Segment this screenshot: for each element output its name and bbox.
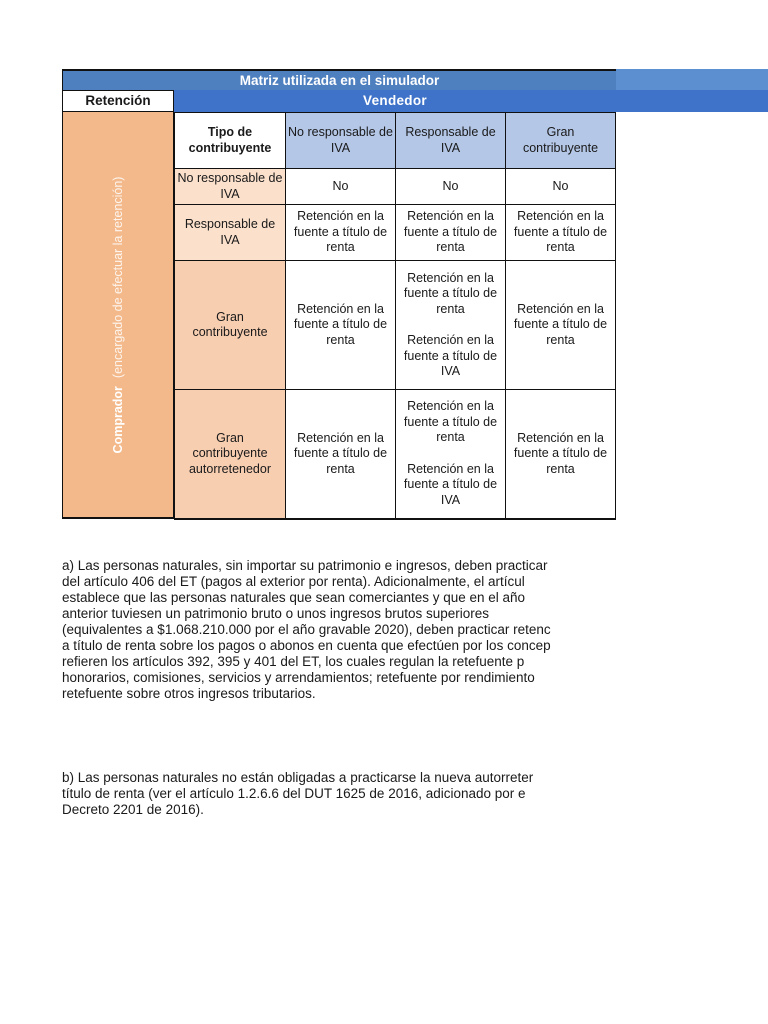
note-a-line: anterior tuviesen un patrimonio bruto o unos ingresos brutos superiores [62, 606, 489, 621]
table-cell: Retención en la fuente a título de renta Retención en la fuente a título de IVA [396, 390, 506, 519]
table-cell: Retención en la fuente a título de renta [286, 261, 396, 390]
row-header: Gran contribuyente [175, 261, 286, 390]
comprador-label: Comprador [111, 385, 125, 453]
table-row [175, 169, 616, 205]
table-cell: No [396, 169, 506, 205]
comprador-note: (encargado de efectuar la retención) [111, 176, 125, 378]
table-row [175, 261, 616, 390]
table-cell: No [506, 169, 616, 205]
row-header: Gran contribuyente autorretenedor [175, 390, 286, 519]
note-b-line: Decreto 2201 de 2016). [62, 802, 204, 817]
note-b-line: título de renta (ver el artículo 1.2.6.6 del DUT 1625 de 2016, adicionado por e [62, 786, 526, 801]
note-a-line: refieren los artículos 392, 395 y 401 del ET, los cuales regulan la retefuente p [62, 654, 525, 669]
column-header: Responsable de IVA [396, 113, 506, 169]
comprador-column [62, 112, 174, 519]
note-a-line: a) Las personas naturales, sin importar su patrimonio e ingresos, deben practicar [62, 558, 548, 573]
row-header: No responsable de IVA [175, 169, 286, 205]
note-a [62, 558, 616, 702]
note-b [62, 770, 616, 818]
note-a-line: retefuente sobre otros ingresos tributarios. [62, 686, 316, 701]
table-cell: No [286, 169, 396, 205]
header-row [175, 113, 616, 169]
vendedor-label: Vendedor [363, 93, 427, 108]
vendor-band [62, 90, 768, 112]
table-cell: Retención en la fuente a título de renta [506, 205, 616, 261]
table-row [175, 390, 616, 519]
table-title: Matriz utilizada en el simulador [62, 69, 616, 90]
table-cell: Retención en la fuente a título de renta Retención en la fuente a título de IVA [396, 261, 506, 390]
note-a-line: a título de renta sobre los pagos o abonos en cuenta que efectúen por los concep [62, 638, 551, 653]
comprador-vertical-label [111, 176, 125, 453]
retention-matrix [174, 112, 616, 520]
row-header: Responsable de IVA [175, 205, 286, 261]
column-header: No responsable de IVA [286, 113, 396, 169]
note-a-line: (equivalentes a $1.068.210.000 por el año gravable 2020), deben practicar retenc [62, 622, 551, 637]
column-header: Gran contribuyente [506, 113, 616, 169]
note-a-line: establece que las personas naturales que sean comerciantes y que en el año [62, 590, 526, 605]
table-cell: Retención en la fuente a título de renta [506, 390, 616, 519]
retencion-label: Retención [62, 90, 174, 112]
corner-header: Tipo de contribuyente [175, 113, 286, 169]
note-b-line: b) Las personas naturales no están obligadas a practicarse la nueva autorreter [62, 770, 534, 785]
table-cell: Retención en la fuente a título de renta [286, 205, 396, 261]
table-cell: Retención en la fuente a título de renta [396, 205, 506, 261]
table-row [175, 205, 616, 261]
note-a-line: del artículo 406 del ET (pagos al exterior por renta). Adicionalmente, el artícul [62, 574, 525, 589]
table-cell: Retención en la fuente a título de renta [286, 390, 396, 519]
title-band [62, 69, 768, 90]
note-a-line: honorarios, comisiones, servicios y arrendamientos; retefuente por rendimiento [62, 670, 535, 685]
table-cell: Retención en la fuente a título de renta [506, 261, 616, 390]
